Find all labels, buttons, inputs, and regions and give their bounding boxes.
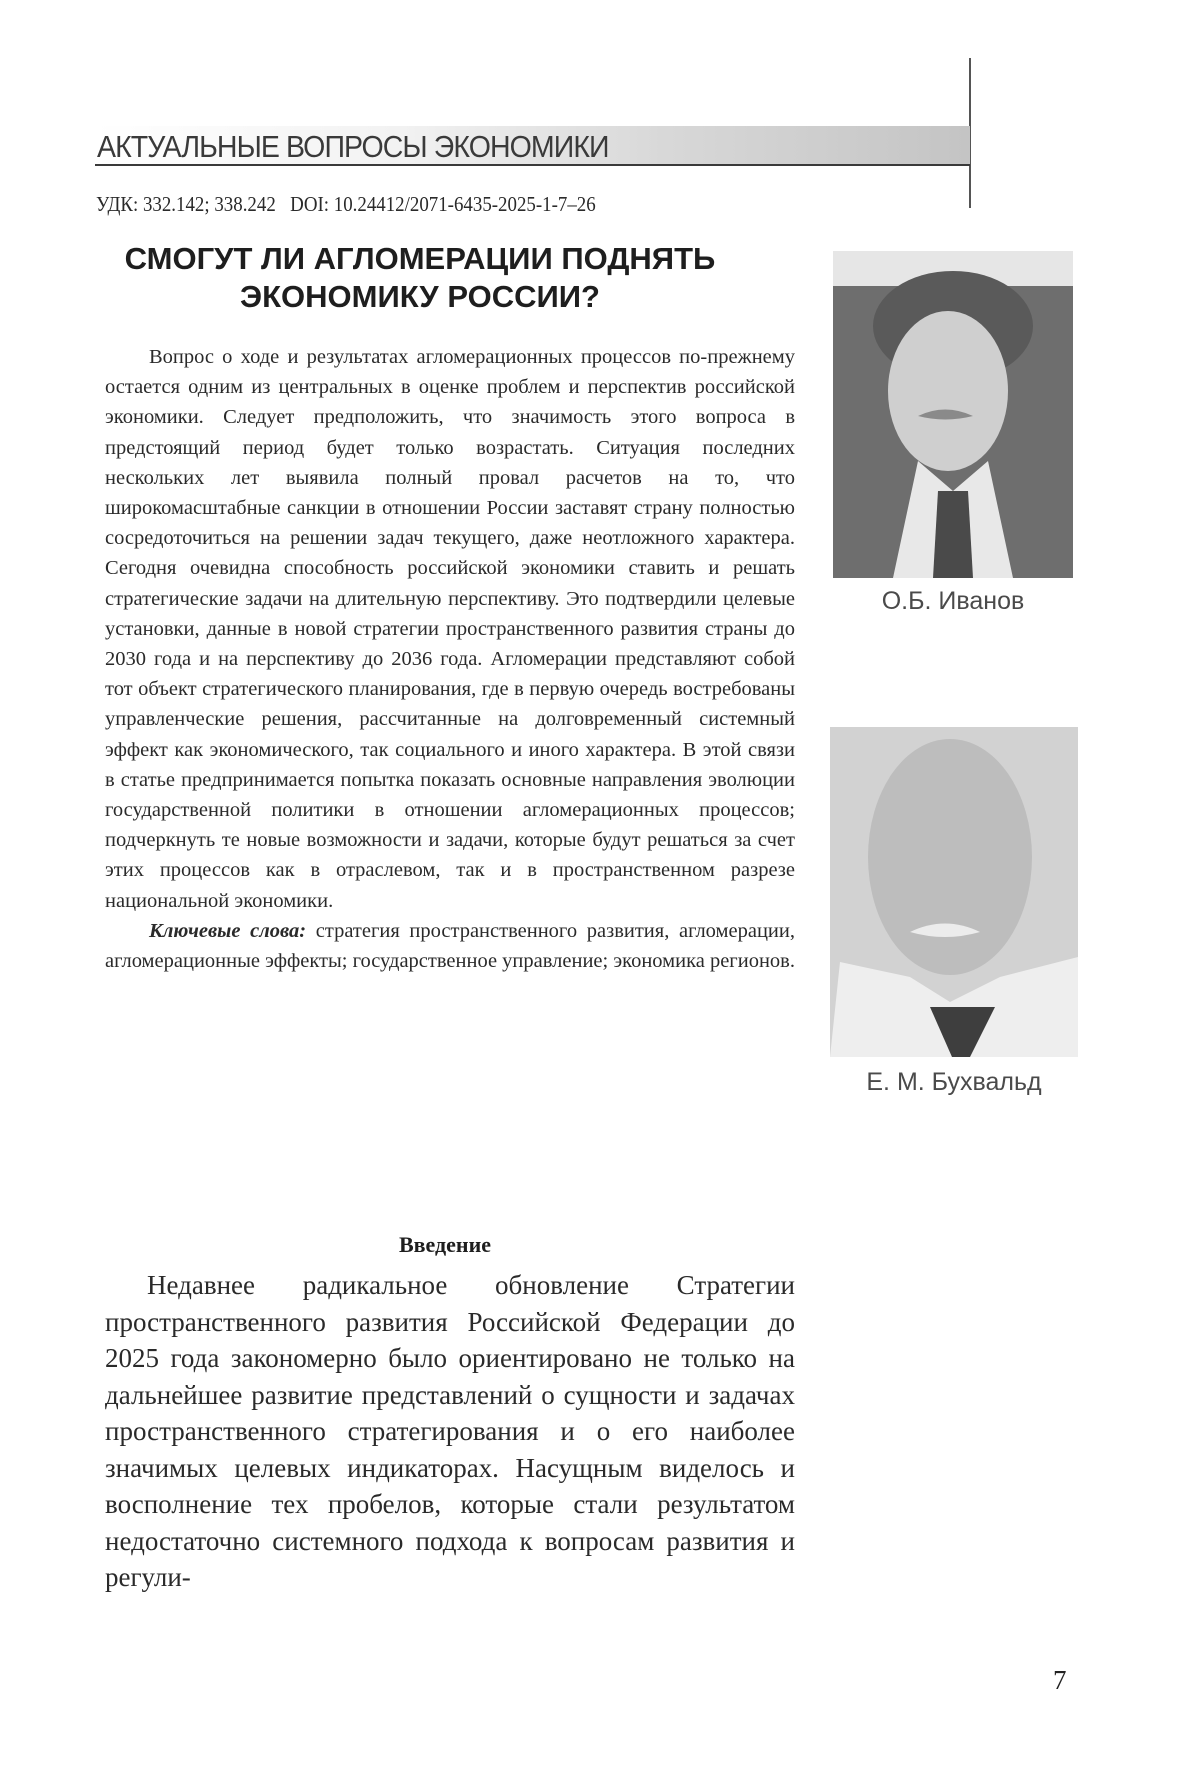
portrait-icon: [833, 251, 1073, 578]
doi[interactable]: DOI: 10.24412/2071-6435-2025-1-7–26: [290, 192, 596, 216]
abstract: [105, 342, 795, 976]
article-title-line-1: СМОГУТ ЛИ АГЛОМЕРАЦИИ ПОДНЯТЬ: [124, 241, 716, 276]
section-title: АКТУАЛЬНЫЕ ВОПРОСЫ ЭКОНОМИКИ: [97, 129, 609, 164]
portrait-icon: [830, 727, 1078, 1057]
keywords-text: стратегия пространственного развития, агломерации, агломерационные эффекты; государственное управление; экономика регионов.: [105, 919, 796, 973]
introduction-body: [105, 1267, 795, 1596]
section-heading-introduction: Введение: [398, 1232, 492, 1257]
author-name-bukhvald: Е. М. Бухвальд: [866, 1068, 1042, 1096]
page-number: 7: [1053, 1665, 1067, 1695]
keywords: [105, 916, 795, 976]
abstract-text: Вопрос о ходе и результатах агломерационных процессов по-прежнему остается одним из центральных в оценке проблем и перспектив российской экономики. Следует предположить, что значимость этого вопроса в предстоящий период будет только возрастать. Ситуация последних нескольких лет выявила полный провал расчетов на то, что широкомасштабные санкции в отношении России заставят страну полностью сосредоточиться на решении задач текущего, даже неотложного характера. Сегодня очевидна способность российской экономики ставить и решать стратегические задачи на длительную перспективу. Это подтвердили целевые установки, данные в новой стратегии пространственного развития страны до 2030 года и на перспективу до 2036 года. Агломерации представляют собой тот объект стратегического планирования, где в первую очередь востребованы управленческие решения, рассчитанные на долговременный системный эффект как экономического, так социального и иного характера. В этой связи в статье предпринимается попытка показать основные направления эволюции государственной политики в отношении агломерационных процессов; подчеркнуть те новые возможности и задачи, которые будут решаться за счет этих процессов как в отраслевом, так и в пространственном разрезе национальной экономики.: [105, 346, 795, 912]
author-photo-ivanov: [833, 251, 1073, 578]
introduction-paragraph: Недавнее радикальное обновление Стратегии пространственного развития Российской Федерации до 2025 года закономерно было ориентировано не только на дальнейшее развитие представлений о сущности и задачах пространственного стратегирования и о его наиболее значимых целевых индикаторах. Насущным виделось и восполнение тех пробелов, которые стали результатом недостаточно системного подхода к вопросам развития и регули-: [105, 1270, 795, 1592]
udk-code: УДК: 332.142; 338.242: [96, 192, 276, 216]
section-header-bar: [95, 126, 970, 166]
keywords-label: Ключевые слова:: [149, 919, 307, 942]
author-photo-bukhvald: [830, 727, 1078, 1057]
udk-doi-line: [96, 192, 596, 217]
article-title: [95, 240, 745, 316]
article-title-line-2: ЭКОНОМИКУ РОССИИ?: [240, 279, 600, 314]
author-name-ivanov: О.Б. Иванов: [881, 587, 1025, 615]
